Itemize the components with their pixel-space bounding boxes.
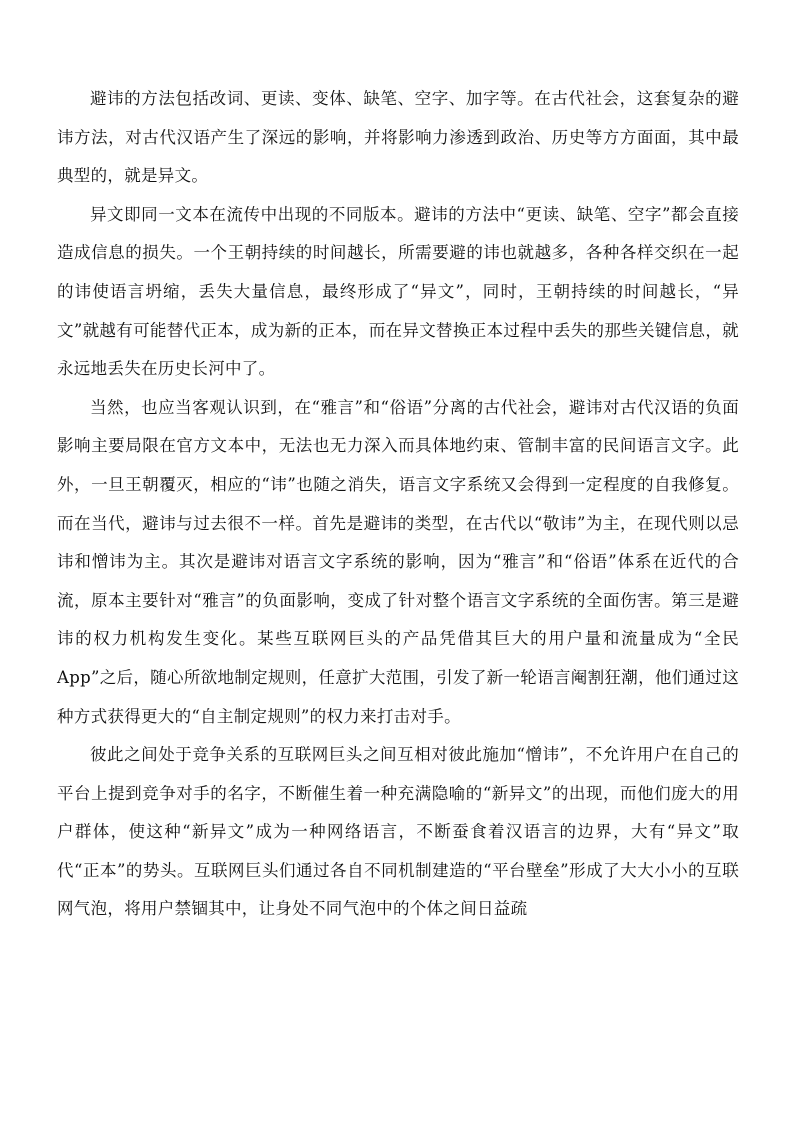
paragraph-1: 避讳的方法包括改词、更读、变体、缺笔、空字、加字等。在古代社会，这套复杂的避讳方法，对古代汉语产生了深远的影响，并将影响力渗透到政治、历史等方方面面，其中最典型的，就是异文。: [57, 89, 739, 186]
paragraph-4: 彼此之间处于竞争关系的互联网巨头之间互相对彼此施加“憎讳”，不允许用户在自己的平台上提到竞争对手的名字，不断催生着一种充满隐喻的“新异文”的出现，而他们庞大的用户群体，使这种“新异文”成为一种网络语言，不断蚕食着汉语言的边界，大有“异文”取代“正本”的势头。互联网巨头们通过各自不同机制建造的“平台壁垒”形成了大大小小的互联网气泡，将用户禁锢其中，让身处不同气泡中的个体之间日益疏: [57, 745, 739, 919]
paragraph-2: 异文即同一文本在流传中出现的不同版本。避讳的方法中“更读、缺笔、空字”都会直接造成信息的损失。一个王朝持续的时间越长，所需要避的讳也就越多，各种各样交织在一起的讳使语言坍缩，丢失大量信息，最终形成了“异文”，同时，王朝持续的时间越长，“异文”就越有可能替代正本，成为新的正本，而在异文替换正本过程中丢失的那些关键信息，就永远地丢失在历史长河中了。: [57, 204, 739, 379]
paragraph-3: 当然，也应当客观认识到，在“雅言”和“俗语”分离的古代社会，避讳对古代汉语的负面影响主要局限在官方文本中，无法也无力深入而具体地约束、管制丰富的民间语言文字。此外，一旦王朝覆灭，相应的“讳”也随之消失，语言文字系统又会得到一定程度的自我修复。而在当代，避讳与过去很不一样。首先是避讳的类型，在古代以“敬讳”为主，在现代则以忌讳和憎讳为主。其次是避讳对语言文字系统的影响，因为“雅言”和“俗语”体系在近代的合流，原本主要针对“雅言”的负面影响，变成了针对整个语言文字系统的全面伤害。第三是避讳的权力机构发生变化。某些互联网巨头的产品凭借其巨大的用户量和流量成为“全民 App”之后，随心所欲地制定规则，任意扩大范围，引发了新一轮语言阉割狂潮，他们通过这种方式获得更大的“自主制定规则”的权力来打击对手。: [57, 397, 739, 726]
document-body: [57, 80, 739, 929]
